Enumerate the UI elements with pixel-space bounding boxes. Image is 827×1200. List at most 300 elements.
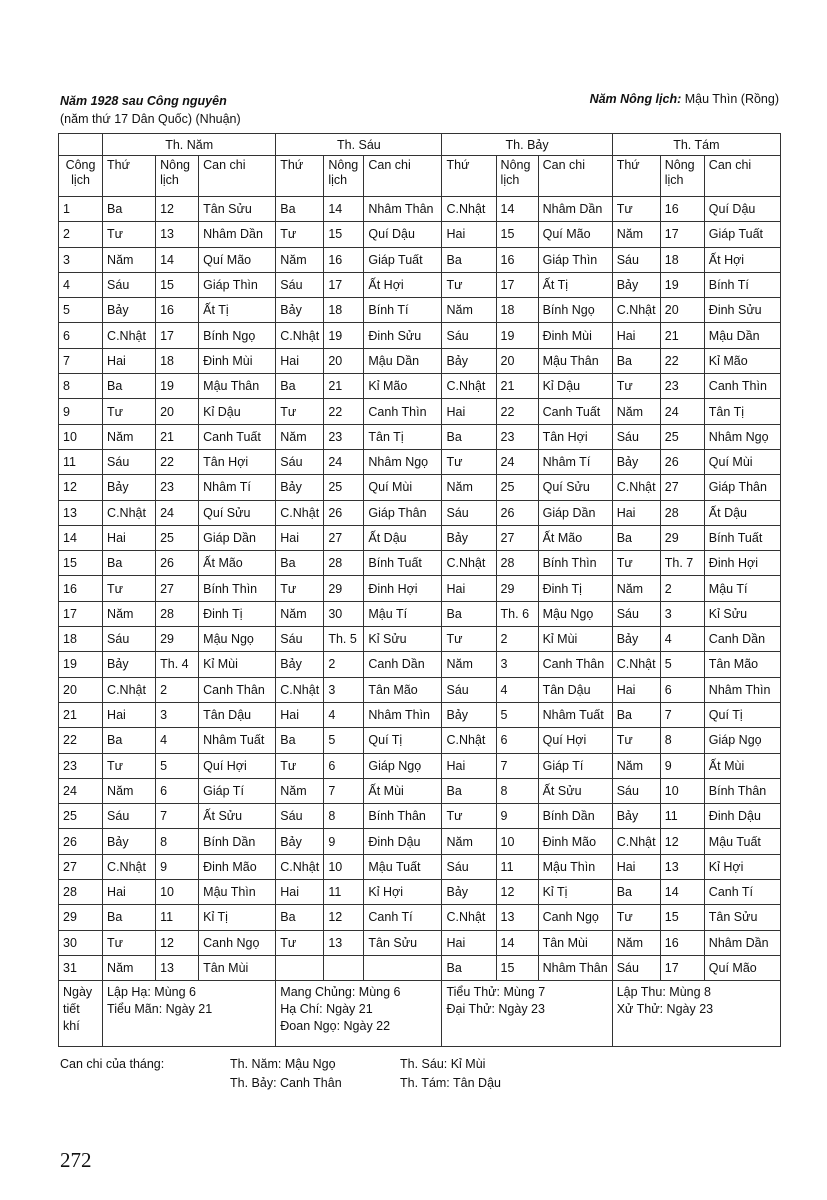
can-chi-cell: Canh Dần (364, 652, 442, 677)
lunar-date-cell: 3 (324, 677, 364, 702)
lunar-date-cell: 17 (660, 955, 704, 980)
can-chi-cell: Quí Mão (538, 222, 612, 247)
weekday-cell: Năm (276, 247, 324, 272)
weekday-cell: Tư (442, 272, 496, 297)
lunar-date-cell: 15 (496, 222, 538, 247)
weekday-cell: Năm (442, 652, 496, 677)
weekday-cell: Hai (103, 702, 156, 727)
weekday-cell: Bảy (103, 298, 156, 323)
can-chi-cell: Quí Mùi (704, 449, 780, 474)
lunar-date-cell: 15 (496, 955, 538, 980)
weekday-cell: C.Nhật (442, 551, 496, 576)
can-chi-cell: Mậu Dần (704, 323, 780, 348)
lunar-date-cell: 20 (324, 348, 364, 373)
weekday-cell: Tư (442, 627, 496, 652)
lunar-date-cell: 12 (660, 829, 704, 854)
solar-terms-row (59, 981, 781, 1047)
day-cell: 4 (59, 272, 103, 297)
can-chi-cell: Canh Thân (199, 677, 276, 702)
table-row (59, 854, 781, 879)
day-cell: 26 (59, 829, 103, 854)
can-chi-cell: Ất Tị (199, 298, 276, 323)
can-chi-cell: Đinh Sửu (364, 323, 442, 348)
can-chi-cell: Kỉ Mão (364, 374, 442, 399)
republic-year-note: (năm thứ 17 Dân Quốc) (Nhuận) (60, 112, 241, 126)
lunar-date-cell: 10 (156, 880, 199, 905)
solar-terms-cell (442, 981, 612, 1047)
weekday-cell: Ba (103, 374, 156, 399)
table-row (59, 829, 781, 854)
can-chi-cell: Ất Dậu (704, 500, 780, 525)
can-chi-cell: Canh Tí (704, 880, 780, 905)
weekday-cell: Sáu (103, 804, 156, 829)
lunar-date-cell: 7 (660, 702, 704, 727)
table-row (59, 424, 781, 449)
weekday-cell: Ba (276, 374, 324, 399)
weekday-cell: Năm (442, 829, 496, 854)
can-chi-cell: Ất Tị (538, 272, 612, 297)
lunar-date-cell: 18 (660, 247, 704, 272)
lunar-date-cell: 23 (660, 374, 704, 399)
can-chi-cell: Giáp Tí (199, 778, 276, 803)
lunar-date-cell: 16 (324, 247, 364, 272)
month-can-chi: Th. Năm: Mậu Ngọ (230, 1057, 336, 1071)
day-cell: 20 (59, 677, 103, 702)
table-row (59, 449, 781, 474)
weekday-cell: Tư (276, 930, 324, 955)
can-chi-cell: Quí Dậu (704, 197, 780, 222)
lunar-date-cell: 17 (660, 222, 704, 247)
can-chi-cell: Nhâm Tuất (199, 728, 276, 753)
can-chi-cell: Mậu Tí (364, 601, 442, 626)
weekday-cell: Năm (276, 424, 324, 449)
lunar-date-cell: 12 (324, 905, 364, 930)
lunar-date-cell: 10 (324, 854, 364, 879)
can-chi-cell (364, 955, 442, 980)
weekday-cell: Sáu (612, 424, 660, 449)
weekday-cell: Tư (103, 930, 156, 955)
day-cell: 10 (59, 424, 103, 449)
weekday-cell: Năm (103, 955, 156, 980)
lunar-date-cell: 28 (496, 551, 538, 576)
can-chi-cell: Tân Sửu (364, 930, 442, 955)
weekday-cell: Bảy (442, 880, 496, 905)
can-chi-cell: Mậu Thìn (538, 854, 612, 879)
lunar-date-cell: 6 (660, 677, 704, 702)
day-cell: 12 (59, 475, 103, 500)
lunar-date-cell: 21 (324, 374, 364, 399)
lunar-date-cell: 5 (660, 652, 704, 677)
day-cell: 23 (59, 753, 103, 778)
table-row (59, 804, 781, 829)
solar-term: Lập Hạ: Mùng 6 (107, 985, 196, 1000)
lunar-date-cell: 6 (156, 778, 199, 803)
lunar-date-cell: 28 (156, 601, 199, 626)
can-chi-cell: Kỉ Sửu (364, 627, 442, 652)
weekday-cell: Tư (103, 399, 156, 424)
lunar-date-cell: Th. 4 (156, 652, 199, 677)
solar-term: Tiểu Thử: Mùng 7 (446, 985, 546, 1000)
month-header: Th. Sáu (276, 134, 442, 156)
weekday-cell: Năm (612, 399, 660, 424)
can-chi-cell: Canh Tuất (199, 424, 276, 449)
weekday-cell: Hai (612, 677, 660, 702)
table-row (59, 500, 781, 525)
weekday-cell: C.Nhật (442, 905, 496, 930)
weekday-cell: Tư (103, 753, 156, 778)
lunar-date-cell: 16 (156, 298, 199, 323)
weekday-cell: Sáu (612, 955, 660, 980)
can-chi-cell: Quí Dậu (364, 222, 442, 247)
weekday-cell: Sáu (276, 272, 324, 297)
lunar-date-cell (324, 955, 364, 980)
weekday-cell: Bảy (612, 449, 660, 474)
can-chi-cell: Nhâm Thìn (364, 702, 442, 727)
can-chi-cell: Đinh Mão (538, 829, 612, 854)
lunar-date-cell: 14 (324, 197, 364, 222)
lunar-date-cell: 20 (660, 298, 704, 323)
weekday-cell: Bảy (103, 829, 156, 854)
lunar-date-cell: 9 (156, 854, 199, 879)
weekday-cell: C.Nhật (276, 323, 324, 348)
lunar-date-cell: 19 (496, 323, 538, 348)
can-chi-cell: Canh Thân (538, 652, 612, 677)
can-chi-cell: Nhâm Thân (538, 955, 612, 980)
can-chi-label: Can chi của tháng: (60, 1057, 165, 1071)
weekday-cell: Năm (442, 475, 496, 500)
lunar-date-cell: 21 (156, 424, 199, 449)
lunar-date-cell: 18 (156, 348, 199, 373)
can-chi-cell: Quí Tị (364, 728, 442, 753)
can-chi-cell: Bính Tuất (704, 525, 780, 550)
weekday-cell: Sáu (276, 627, 324, 652)
lunar-date-cell: 29 (660, 525, 704, 550)
can-chi-cell: Ất Mùi (704, 753, 780, 778)
can-chi-cell: Nhâm Dần (199, 222, 276, 247)
table-row (59, 778, 781, 803)
solar-term: Hạ Chí: Ngày 21 (280, 1002, 373, 1017)
lunar-date-cell: 3 (496, 652, 538, 677)
can-chi-cell: Canh Ngọ (199, 930, 276, 955)
month-header: Th. Tám (612, 134, 780, 156)
can-chi-cell: Bính Tí (704, 272, 780, 297)
can-chi-cell: Canh Tí (364, 905, 442, 930)
lunar-date-cell: 25 (496, 475, 538, 500)
can-chi-cell: Mậu Dần (364, 348, 442, 373)
can-chi-cell: Giáp Tí (538, 753, 612, 778)
weekday-cell: Tư (442, 804, 496, 829)
month-header-row (59, 134, 781, 156)
weekday-cell: Hai (442, 753, 496, 778)
lunar-date-cell: 19 (156, 374, 199, 399)
lunar-date-cell: 25 (156, 525, 199, 550)
lunar-date-cell: 13 (324, 930, 364, 955)
table-row (59, 222, 781, 247)
weekday-cell: Bảy (612, 627, 660, 652)
lunar-date-cell: 19 (660, 272, 704, 297)
lunar-date-cell: 25 (324, 475, 364, 500)
table-row (59, 197, 781, 222)
can-chi-cell: Bính Thìn (538, 551, 612, 576)
weekday-cell: Bảy (276, 475, 324, 500)
weekday-header: Thứ (103, 156, 156, 197)
lunar-date-cell: 10 (660, 778, 704, 803)
lunar-date-cell: 27 (324, 525, 364, 550)
day-cell: 19 (59, 652, 103, 677)
can-chi-cell: Đinh Mùi (199, 348, 276, 373)
lunar-date-cell: 20 (156, 399, 199, 424)
month-can-chi: Th. Tám: Tân Dậu (400, 1076, 501, 1090)
weekday-header: Thứ (612, 156, 660, 197)
weekday-header: Thứ (442, 156, 496, 197)
can-chi-cell: Kỉ Hợi (704, 854, 780, 879)
weekday-cell: Tư (276, 399, 324, 424)
lunar-date-cell: 12 (156, 197, 199, 222)
weekday-cell: Tư (612, 374, 660, 399)
weekday-cell: Sáu (103, 627, 156, 652)
weekday-cell: Tư (103, 222, 156, 247)
lunar-date-cell: 26 (660, 449, 704, 474)
can-chi-cell: Đinh Dậu (364, 829, 442, 854)
weekday-cell: Sáu (276, 449, 324, 474)
lunar-date-cell: 16 (496, 247, 538, 272)
weekday-cell: C.Nhật (276, 677, 324, 702)
can-chi-cell: Bính Thân (704, 778, 780, 803)
lunar-date-cell: 2 (660, 576, 704, 601)
weekday-cell: Ba (612, 348, 660, 373)
can-chi-cell: Giáp Tuất (704, 222, 780, 247)
day-cell: 11 (59, 449, 103, 474)
can-chi-cell: Nhâm Dần (538, 197, 612, 222)
weekday-cell: Ba (103, 905, 156, 930)
lunar-date-cell: 27 (156, 576, 199, 601)
lunar-date-cell: 14 (660, 880, 704, 905)
weekday-cell: Tư (276, 222, 324, 247)
lunar-date-cell: 29 (324, 576, 364, 601)
weekday-cell: C.Nhật (276, 854, 324, 879)
lunar-date-cell: 15 (660, 905, 704, 930)
can-chi-cell: Đinh Dậu (704, 804, 780, 829)
day-cell: 17 (59, 601, 103, 626)
day-cell: 14 (59, 525, 103, 550)
can-chi-cell: Kỉ Hợi (364, 880, 442, 905)
weekday-cell: C.Nhật (442, 197, 496, 222)
can-chi-cell: Tân Tị (704, 399, 780, 424)
day-cell: 15 (59, 551, 103, 576)
weekday-cell: Sáu (442, 677, 496, 702)
weekday-cell: Bảy (442, 525, 496, 550)
table-row (59, 702, 781, 727)
weekday-cell: Hai (612, 323, 660, 348)
can-chi-cell: Ất Mùi (364, 778, 442, 803)
table-row (59, 475, 781, 500)
lunar-date-cell: 23 (156, 475, 199, 500)
solar-terms-label: Ngày tiết khí (59, 981, 103, 1047)
weekday-cell: C.Nhật (103, 854, 156, 879)
can-chi-cell: Tân Mùi (199, 955, 276, 980)
can-chi-cell: Tân Sửu (199, 197, 276, 222)
lunar-date-cell: 10 (496, 829, 538, 854)
weekday-cell: Ba (276, 728, 324, 753)
lunar-date-cell: 14 (496, 930, 538, 955)
weekday-cell: Năm (612, 753, 660, 778)
gregorian-year: Năm 1928 sau Công nguyên (60, 94, 227, 108)
weekday-cell: Tư (103, 576, 156, 601)
day-cell: 8 (59, 374, 103, 399)
lunar-date-cell: 8 (324, 804, 364, 829)
table-row (59, 348, 781, 373)
weekday-cell: Ba (103, 197, 156, 222)
weekday-cell: Bảy (612, 272, 660, 297)
weekday-cell: Tư (612, 728, 660, 753)
month-can-chi: Th. Bảy: Canh Thân (230, 1076, 342, 1090)
weekday-cell: Tư (276, 753, 324, 778)
table-row (59, 930, 781, 955)
weekday-cell: Hai (612, 500, 660, 525)
weekday-cell: Tư (612, 905, 660, 930)
table-row (59, 576, 781, 601)
can-chi-cell: Quí Tị (704, 702, 780, 727)
weekday-cell: Sáu (442, 500, 496, 525)
weekday-cell: Bảy (103, 475, 156, 500)
lunar-date-cell: 24 (660, 399, 704, 424)
can-chi-cell: Giáp Thìn (538, 247, 612, 272)
weekday-cell: Năm (442, 298, 496, 323)
weekday-cell: Hai (276, 880, 324, 905)
lunar-date-cell: 14 (156, 247, 199, 272)
can-chi-cell: Bính Ngọ (199, 323, 276, 348)
can-chi-cell: Đinh Hợi (364, 576, 442, 601)
can-chi-cell: Đinh Mão (199, 854, 276, 879)
can-chi-cell: Canh Ngọ (538, 905, 612, 930)
weekday-cell: Bảy (276, 829, 324, 854)
lunar-date-cell: Th. 6 (496, 601, 538, 626)
lunar-date-cell: 24 (156, 500, 199, 525)
solar-term: Tiểu Mãn: Ngày 21 (107, 1002, 213, 1017)
can-chi-cell: Giáp Ngọ (364, 753, 442, 778)
weekday-cell: Ba (442, 424, 496, 449)
weekday-cell: Năm (612, 930, 660, 955)
weekday-cell: Tư (276, 576, 324, 601)
table-row (59, 955, 781, 980)
weekday-cell: Ba (442, 778, 496, 803)
can-chi-cell: Nhâm Tí (538, 449, 612, 474)
lunar-date-cell: 22 (660, 348, 704, 373)
lunar-date-cell: 22 (324, 399, 364, 424)
day-cell: 1 (59, 197, 103, 222)
day-cell: 29 (59, 905, 103, 930)
weekday-cell: Sáu (442, 323, 496, 348)
lunar-date-cell: 4 (156, 728, 199, 753)
day-cell: 21 (59, 702, 103, 727)
lunar-date-cell: 23 (324, 424, 364, 449)
can-chi-header: Can chi (199, 156, 276, 197)
lunar-date-cell: Th. 5 (324, 627, 364, 652)
weekday-cell: Hai (276, 702, 324, 727)
weekday-cell: Bảy (442, 702, 496, 727)
can-chi-cell: Kỉ Mùi (199, 652, 276, 677)
lunar-date-cell: 13 (660, 854, 704, 879)
can-chi-header: Can chi (538, 156, 612, 197)
day-cell: 22 (59, 728, 103, 753)
lunar-date-cell: 26 (156, 551, 199, 576)
lunar-date-cell: 27 (496, 525, 538, 550)
weekday-cell: Hai (442, 222, 496, 247)
solar-term: Lập Thu: Mùng 8 (616, 985, 711, 1000)
can-chi-cell: Mậu Tuất (364, 854, 442, 879)
weekday-cell: C.Nhật (612, 298, 660, 323)
calendar-table (58, 133, 781, 1047)
table-row (59, 880, 781, 905)
lunar-date-header: Nông lịch (660, 156, 704, 197)
lunar-year-label: Năm Nông lịch: (589, 92, 682, 106)
can-chi-cell: Kỉ Sửu (704, 601, 780, 626)
can-chi-cell: Canh Tuất (538, 399, 612, 424)
cong-lich-header: Công lịch (59, 156, 103, 197)
weekday-cell: Năm (103, 247, 156, 272)
lunar-date-cell: 13 (496, 905, 538, 930)
header-right (590, 92, 779, 106)
weekday-cell: Năm (276, 601, 324, 626)
can-chi-cell: Quí Hợi (199, 753, 276, 778)
calendar-body (59, 197, 781, 981)
can-chi-cell: Ất Mão (538, 525, 612, 550)
weekday-cell: C.Nhật (103, 323, 156, 348)
can-chi-cell: Nhâm Ngọ (704, 424, 780, 449)
day-cell: 16 (59, 576, 103, 601)
can-chi-cell: Kỉ Dậu (538, 374, 612, 399)
can-chi-cell: Tân Mão (364, 677, 442, 702)
weekday-cell: Ba (103, 551, 156, 576)
lunar-date-cell: 17 (496, 272, 538, 297)
weekday-cell: Hai (442, 399, 496, 424)
lunar-date-cell: 18 (496, 298, 538, 323)
lunar-date-cell: 29 (156, 627, 199, 652)
weekday-cell: Hai (103, 525, 156, 550)
can-chi-cell: Tân Sửu (704, 905, 780, 930)
lunar-date-cell: 2 (324, 652, 364, 677)
solar-term: Đại Thử: Ngày 23 (446, 1002, 545, 1017)
lunar-date-cell: 15 (156, 272, 199, 297)
weekday-cell: C.Nhật (612, 829, 660, 854)
lunar-date-cell: 6 (496, 728, 538, 753)
day-cell: 2 (59, 222, 103, 247)
can-chi-cell: Giáp Thân (364, 500, 442, 525)
weekday-cell: Sáu (442, 854, 496, 879)
can-chi-cell: Đinh Tị (538, 576, 612, 601)
lunar-date-header: Nông lịch (496, 156, 538, 197)
weekday-cell: C.Nhật (612, 475, 660, 500)
lunar-date-cell: 28 (324, 551, 364, 576)
weekday-cell: Ba (103, 728, 156, 753)
lunar-date-cell: 17 (156, 323, 199, 348)
weekday-cell: Tư (612, 197, 660, 222)
weekday-header: Thứ (276, 156, 324, 197)
can-chi-cell: Giáp Dần (538, 500, 612, 525)
weekday-cell: Ba (276, 197, 324, 222)
can-chi-cell: Nhâm Thìn (704, 677, 780, 702)
weekday-cell: Năm (612, 222, 660, 247)
can-chi-cell: Tân Hợi (199, 449, 276, 474)
lunar-date-header: Nông lịch (324, 156, 364, 197)
lunar-date-cell: 13 (156, 222, 199, 247)
weekday-cell: Hai (276, 348, 324, 373)
lunar-date-cell: 2 (156, 677, 199, 702)
can-chi-cell: Giáp Dần (199, 525, 276, 550)
can-chi-cell: Tân Mùi (538, 930, 612, 955)
weekday-cell: Ba (276, 905, 324, 930)
lunar-date-cell: 20 (496, 348, 538, 373)
